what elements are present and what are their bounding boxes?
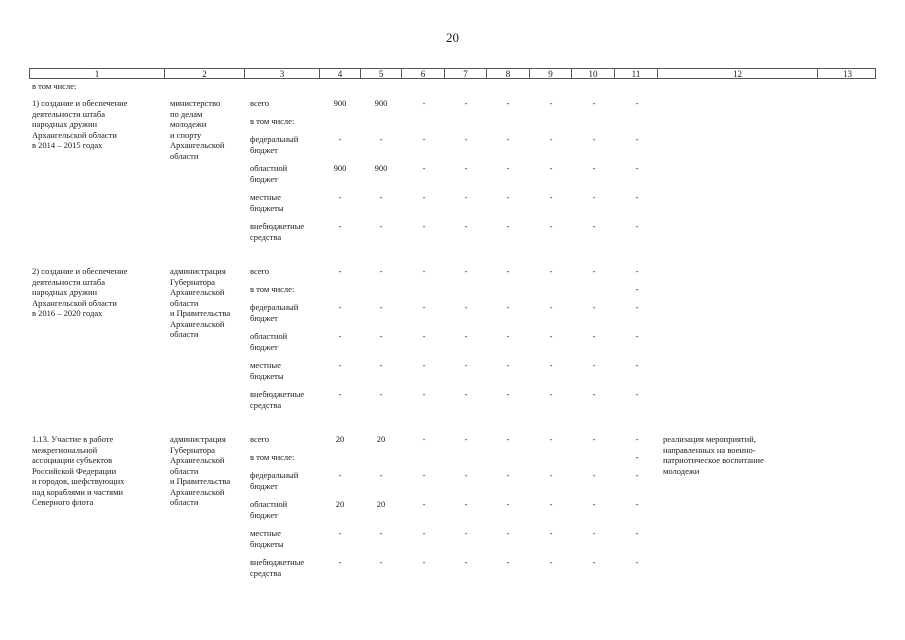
value-cell: - [635, 284, 639, 294]
expected-result: реализация мероприятий, направленных на военно- патриотическое воспитание молодежи [663, 434, 764, 476]
value-cell: - [422, 470, 426, 480]
value-cell: - [592, 331, 596, 341]
value-cell: - [338, 302, 342, 312]
value-cell: - [422, 221, 426, 231]
value-cell: - [549, 163, 553, 173]
value-cell: - [635, 98, 639, 108]
value-cell: - [379, 557, 383, 567]
value-cell: - [549, 221, 553, 231]
value-cell: - [635, 360, 639, 370]
value-cell: - [338, 470, 342, 480]
value-cell: - [506, 557, 510, 567]
value-cell: - [338, 221, 342, 231]
value-cell: - [338, 389, 342, 399]
funding-source-label: внебюджетные средства [250, 221, 305, 242]
value-cell: - [506, 266, 510, 276]
value-cell: - [592, 192, 596, 202]
value-cell: - [592, 266, 596, 276]
executor-name: министерство по делам молодежи и спорту Архангельской области [170, 98, 225, 161]
value-cell: - [464, 389, 468, 399]
value-cell: - [338, 557, 342, 567]
value-cell: - [506, 98, 510, 108]
value-cell: 900 [374, 163, 388, 173]
value-cell: - [635, 163, 639, 173]
executor-name: администрация Губернатора Архангельской области и Правительства Архангельской области [170, 266, 231, 339]
value-cell: - [592, 163, 596, 173]
value-cell: - [379, 221, 383, 231]
value-cell: - [549, 434, 553, 444]
value-cell: - [379, 192, 383, 202]
value-cell: - [379, 470, 383, 480]
value-cell: - [338, 266, 342, 276]
value-cell: 900 [333, 98, 347, 108]
value-cell: - [549, 302, 553, 312]
value-cell: - [464, 98, 468, 108]
value-cell: - [379, 302, 383, 312]
value-cell: - [549, 470, 553, 480]
header-col-9: 9 [530, 69, 572, 78]
value-cell: - [506, 528, 510, 538]
value-cell: - [379, 389, 383, 399]
value-cell: - [592, 499, 596, 509]
value-cell: - [422, 331, 426, 341]
header-col-12: 12 [658, 69, 818, 78]
measure-name: 1.13. Участие в работе межрегиональной ассоциации субъектов Российской Федерации и городов, шефствующих над кораблями и частями Северного флота [32, 434, 125, 507]
value-cell: - [592, 434, 596, 444]
value-cell: - [464, 192, 468, 202]
value-cell: - [464, 470, 468, 480]
value-cell: - [592, 470, 596, 480]
value-cell: - [506, 331, 510, 341]
value-cell: 20 [376, 499, 386, 509]
header-col-13: 13 [843, 69, 852, 79]
value-cell: - [635, 557, 639, 567]
value-cell: - [592, 389, 596, 399]
value-cell: - [379, 266, 383, 276]
value-cell: - [422, 192, 426, 202]
funding-source-label: федеральный бюджет [250, 134, 299, 155]
funding-source-label: местные бюджеты [250, 528, 284, 549]
value-cell: - [506, 163, 510, 173]
value-cell: - [506, 221, 510, 231]
value-cell: - [379, 134, 383, 144]
value-cell: - [635, 528, 639, 538]
funding-source-label: всего [250, 98, 270, 108]
funding-source-label: областной бюджет [250, 499, 288, 520]
value-cell: - [635, 434, 639, 444]
funding-source-label: в том числе: [250, 116, 295, 126]
value-cell: - [549, 528, 553, 538]
value-cell: - [464, 163, 468, 173]
value-cell: - [464, 434, 468, 444]
value-cell: - [506, 434, 510, 444]
funding-source-label: всего [250, 434, 270, 444]
value-cell: - [422, 360, 426, 370]
header-col-1: 1 [30, 69, 165, 78]
header-col-3: 3 [245, 69, 320, 78]
value-cell: 20 [335, 434, 345, 444]
value-cell: 900 [374, 98, 388, 108]
value-cell: - [422, 557, 426, 567]
value-cell: - [549, 331, 553, 341]
funding-source-label: местные бюджеты [250, 192, 284, 213]
value-cell: - [464, 134, 468, 144]
value-cell: - [422, 434, 426, 444]
page-number: 20 [446, 30, 459, 45]
header-col-4: 4 [320, 69, 361, 78]
value-cell: - [635, 266, 639, 276]
value-cell: - [422, 302, 426, 312]
value-cell: - [635, 134, 639, 144]
value-cell: - [549, 389, 553, 399]
value-cell: - [592, 98, 596, 108]
value-cell: - [549, 98, 553, 108]
funding-source-label: местные бюджеты [250, 360, 284, 381]
value-cell: - [506, 192, 510, 202]
value-cell: - [464, 557, 468, 567]
value-cell: - [549, 134, 553, 144]
value-cell: - [592, 221, 596, 231]
value-cell: - [635, 331, 639, 341]
funding-source-label: областной бюджет [250, 331, 288, 352]
value-cell: - [592, 557, 596, 567]
value-cell: - [464, 221, 468, 231]
value-cell: - [549, 499, 553, 509]
value-cell: - [422, 389, 426, 399]
value-cell: - [338, 134, 342, 144]
value-cell: - [592, 528, 596, 538]
funding-source-label: всего [250, 266, 270, 276]
value-cell: - [506, 499, 510, 509]
value-cell: - [506, 470, 510, 480]
value-cell: 20 [335, 499, 345, 509]
value-cell: - [464, 360, 468, 370]
value-cell: - [422, 528, 426, 538]
value-cell: - [592, 360, 596, 370]
value-cell: - [549, 557, 553, 567]
value-cell: - [338, 528, 342, 538]
value-cell: - [464, 528, 468, 538]
table-header [29, 68, 876, 79]
value-cell: - [379, 360, 383, 370]
measure-name: 1) создание и обеспечение деятельности штаба народных дружин Архангельской области в 2014 – 2015 годах [32, 98, 128, 150]
value-cell: - [506, 134, 510, 144]
value-cell: - [549, 192, 553, 202]
header-col-5: 5 [361, 69, 402, 78]
value-cell: - [635, 302, 639, 312]
header-col-6: 6 [402, 69, 445, 78]
value-cell: 20 [376, 434, 386, 444]
value-cell: - [422, 163, 426, 173]
header-col-7: 7 [445, 69, 487, 78]
value-cell: - [592, 302, 596, 312]
value-cell: - [635, 452, 639, 462]
funding-source-label: областной бюджет [250, 163, 288, 184]
value-cell: 900 [333, 163, 347, 173]
value-cell: - [338, 360, 342, 370]
header-col-10: 10 [572, 69, 615, 78]
value-cell: - [592, 134, 596, 144]
value-cell: - [635, 499, 639, 509]
value-cell: - [338, 331, 342, 341]
header-col-11: 11 [615, 69, 658, 78]
value-cell: - [635, 470, 639, 480]
value-cell: - [549, 266, 553, 276]
funding-source-label: федеральный бюджет [250, 470, 299, 491]
value-cell: - [422, 98, 426, 108]
value-cell: - [549, 360, 553, 370]
header-col-2: 2 [165, 69, 245, 78]
value-cell: - [422, 499, 426, 509]
funding-source-label: федеральный бюджет [250, 302, 299, 323]
intro-text: в том числе: [32, 81, 77, 91]
value-cell: - [464, 266, 468, 276]
measure-name: 2) создание и обеспечение деятельности штаба народных дружин Архангельской области в 2016 – 2020 годах [32, 266, 128, 318]
funding-source-label: в том числе: [250, 452, 295, 462]
value-cell: - [506, 360, 510, 370]
value-cell: - [379, 331, 383, 341]
funding-source-label: внебюджетные средства [250, 557, 305, 578]
executor-name: администрация Губернатора Архангельской области и Правительства Архангельской области [170, 434, 231, 507]
value-cell: - [464, 331, 468, 341]
header-col-8: 8 [487, 69, 530, 78]
value-cell: - [635, 192, 639, 202]
funding-source-label: внебюджетные средства [250, 389, 305, 410]
funding-source-label: в том числе: [250, 284, 295, 294]
value-cell: - [422, 134, 426, 144]
value-cell: - [506, 302, 510, 312]
value-cell: - [635, 221, 639, 231]
value-cell: - [464, 499, 468, 509]
value-cell: - [422, 266, 426, 276]
value-cell: - [338, 192, 342, 202]
value-cell: - [635, 389, 639, 399]
value-cell: - [506, 389, 510, 399]
value-cell: - [379, 528, 383, 538]
value-cell: - [464, 302, 468, 312]
